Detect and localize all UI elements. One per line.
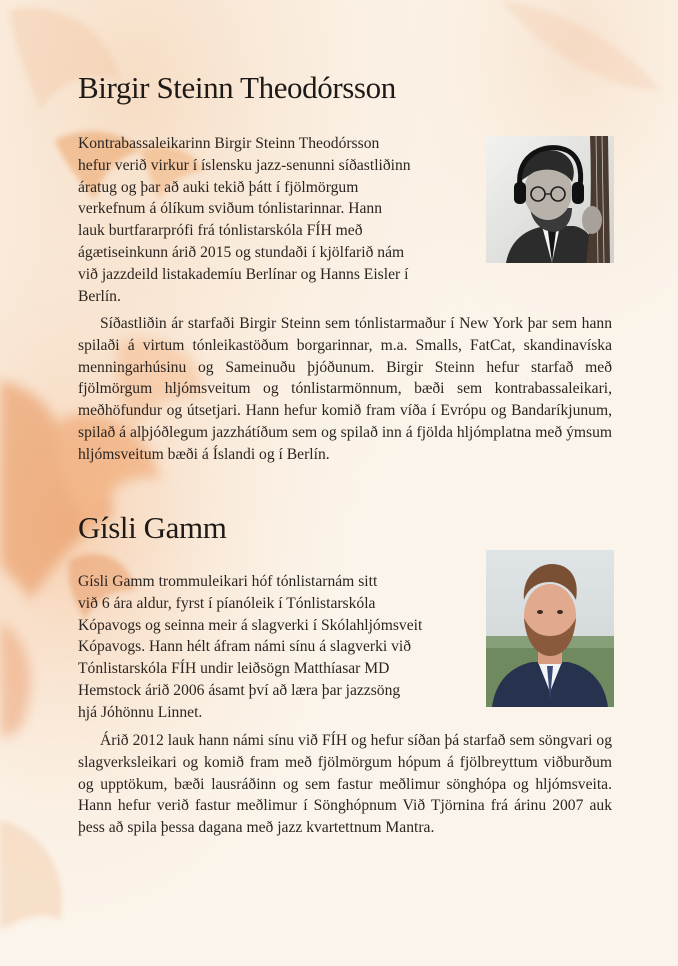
birgir-body-paragraph: Síðastliðin ár starfaði Birgir Steinn sem tónlistarmaður í New York þar sem hann spilaði á virtum tónleikastöðum borgarinnar, m.a. Smalls, FatCat, skandinavíska menningarhúsinu og Sameinuðu þjóðunum. Birgir Steinn hefur starfað með fjölmörgum hljómsveitum og tónlistarmönnum, bæði sem kontrabassaleikari, meðhöfundur og útsetjari. Hann hefur komið fram víða í Evrópu og Bandaríkjunum, spilað á alþjóðlegum jazzhátíðum sem og spilað inn á fjölda hljómplatna með ýmsum hljómsveitum bæði á Íslandi og í Berlín. <box>78 315 612 463</box>
gisli-portrait-photo <box>486 550 614 707</box>
birgir-intro-paragraph: Kontrabassaleikarinn Birgir Steinn Theodórsson hefur verið virkur í íslensku jazz-senunni síðastliðinn áratug og þar að auki tekið þátt í fjölmörgum verkefnum á ólíkum sviðum tónlistarinnar. Hann lauk burtfararprófi frá tónlistarskóla FÍH með ágætiseinkunn árið 2015 og stundaði í kjölfarið nám við jazzdeild listakademíu Berlínar og Hanns Eisler í Berlín. <box>78 135 411 305</box>
section-heading-gisli: Gísli Gamm <box>78 510 227 545</box>
gisli-intro-paragraph: Gísli Gamm trommuleikari hóf tónlistarnám sitt við 6 ára aldur, fyrst í píanóleik í Tónlistarskóla Kópavogs og seinna meir á slagverki í Skólahljómsveit Kópavogs. Hann hélt áfram námi sínu á slagverki við Tónlistarskóla FÍH undir leiðsögn Matthíasar MD Hemstock árið 2006 ásamt því að læra þar jazzsöng hjá Jóhönnu Linnet. <box>78 573 423 721</box>
gisli-body-paragraph: Árið 2012 lauk hann námi sínu við FÍH og hefur síðan þá starfað sem söngvari og slagverksleikari og komið fram með fjölmörgum hópum á fjölbreyttum viðburðum og upptökum, bæði lausráðinn og sem fastur meðlimur sönghópa og hljómsveita. Hann hefur verið fastur meðlimur í Sönghópnum Við Tjörnina frá árinu 2007 auk þess að spila þessa dagana með jazz kvartettnum Mantra. <box>78 732 612 837</box>
section-heading-birgir: Birgir Steinn Theodórsson <box>78 70 396 105</box>
birgir-portrait-photo <box>486 136 614 263</box>
